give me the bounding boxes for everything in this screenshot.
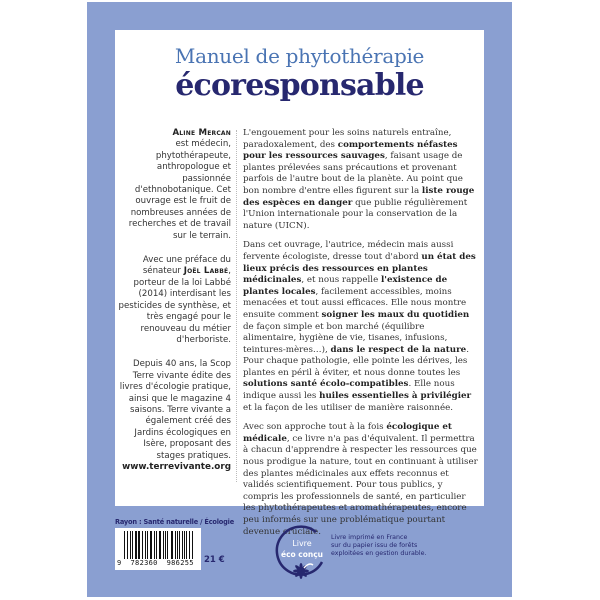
eco-text-line: Livre imprimé en France: [331, 534, 408, 541]
description-paragraph: Avec son approche tout à la fois écologique et médicale, ce livre n'a pas d'équivalent. Il permettra à chacun d'apprendre à respecter les ressources que nous prodigue la nature, tout en continuant à utiliser des plantes médicinales aux effets reconnus et validés scientifiquement. Pour tous publics, y compris les professionnels de santé, en particulier les phytothérapeutes et aromathérapeutes, encore peu informés sur une problématique pourtant devenue cruciale.: [243, 422, 478, 537]
eco-printing-note: [331, 534, 426, 559]
author-bio: [117, 128, 231, 242]
book-back-cover: [87, 2, 512, 597]
rayon-label: Rayon : Santé naturelle / Écologie: [115, 518, 234, 526]
author-name: Aline Mercan: [172, 128, 231, 138]
description-paragraph: Dans cet ouvrage, l'autrice, médecin mais aussi fervente écologiste, dresse tout d'abord un état des lieux précis des ressources en plantes médicinales, et nous rappelle l'existence de plantes locales, facilement accessibles, moins menacées et tout aussi efficaces. Elle nous montre ensuite comment soigner les maux du quotidien de façon simple et bon marché (équilibre alimentaire, hygiène de vie, tisanes, infusions, teintures-mères…), dans le respect de la nature. Pour chaque pathologie, elle pointe les dérives, les plantes en péril à éviter, et nous donne toutes les solutions santé écolo-compatibles. Elle nous indique aussi les huiles essentielles à privilégier et la façon de les utiliser de manière raisonnée.: [243, 240, 476, 413]
preface-note: [117, 255, 231, 346]
eco-text-line: exploitées en gestion durable.: [331, 550, 427, 558]
eco-circle-icon: [272, 522, 332, 582]
svg-text:éco conçu: éco conçu: [280, 550, 324, 559]
eco-text-line: sur du papier issu de forêts: [331, 542, 418, 550]
publisher-note: [117, 359, 231, 473]
preface-author-name: Joël Labbé: [183, 266, 229, 277]
left-column: [117, 128, 231, 486]
eco-design-logo: [272, 522, 332, 582]
dotted-divider: [236, 130, 237, 482]
preface-text-before: Avec une préface du sénateur: [142, 255, 231, 277]
title-line-1: Manuel de phytothérapie: [174, 44, 425, 68]
barcode-number: 9 782360 986255: [117, 559, 194, 567]
isbn-barcode: [115, 528, 201, 570]
description-paragraph: L'engouement pour les soins naturels entraîne, paradoxalement, des comportements néfastes pour les ressources sauvages, faisant usage de plantes prélevées sans précautions et provenant parfois de l'autre bout de la planète. Au point que bon nombre d'entre elles figurent sur la liste rouge des espèces en danger que publie régulièrement l'Union internationale pour la conservation de la nature (UICN).: [243, 128, 475, 231]
barcode-bars: [124, 531, 194, 559]
preface-text-after: , porteur de la loi Labbé (2014) interdisant les pesticides de synthèse, et très engagé pour le renouveau du métier d'herboriste.: [118, 266, 231, 345]
price: 21 €: [204, 555, 225, 565]
publisher-url: www.terrevivante.org: [122, 461, 231, 472]
publisher-text: Depuis 40 ans, la Scop Terre vivante édite des livres d'écologie pratique, ainsi que le magazine 4 saisons. Terre vivante a également créé des Jardins écologiques en Isère, proposant des stages pratiques.: [119, 359, 231, 461]
right-column-description: [243, 128, 479, 546]
svg-text:Livre: Livre: [292, 539, 312, 548]
flower-icon: [293, 563, 313, 579]
author-bio-text: est médecin, phytothérapeute, anthropologue et passionnée d'ethnobotanique. Cet ouvrage est le fruit de nombreuses années de recherches et de travail sur le terrain.: [128, 139, 231, 241]
title-line-2: écoresponsable: [175, 68, 424, 103]
